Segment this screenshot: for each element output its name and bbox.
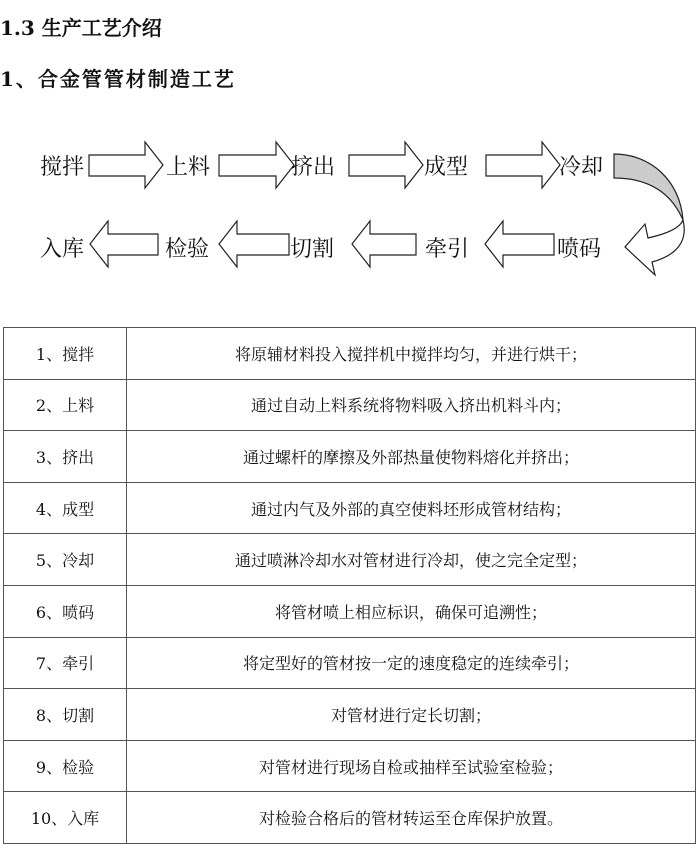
desc-cell: 对管材进行现场自检或抽样至试验室检验； (127, 740, 696, 792)
subsection-heading: 1、合金管管材制造工艺 (0, 67, 236, 91)
flow-step: 冷却 (559, 155, 604, 180)
step-cell: 1、搅拌 (4, 328, 127, 380)
arrow-left-icon (219, 221, 289, 267)
table-row (4, 482, 696, 534)
step-cell: 6、喷码 (4, 585, 127, 637)
flow-step: 搅拌 (40, 155, 85, 180)
flow-step: 牵引 (425, 237, 470, 262)
process-table (3, 327, 696, 844)
table-row (4, 585, 696, 637)
arrow-left-icon (352, 221, 416, 267)
arrow-left-icon (485, 221, 554, 267)
desc-cell: 将原辅材料投入搅拌机中搅拌均匀，并进行烘干； (127, 328, 696, 380)
table-row (4, 328, 696, 380)
table-row (4, 534, 696, 586)
section-heading: 1.3 生产工艺介绍 (0, 16, 162, 40)
flow-step: 喷码 (557, 237, 602, 262)
table-row (4, 740, 696, 792)
step-cell: 4、成型 (4, 482, 127, 534)
arrow-right-icon (349, 142, 423, 188)
flow-step: 检验 (165, 237, 210, 262)
desc-cell: 通过螺杆的摩擦及外部热量使物料熔化并挤出； (127, 431, 696, 483)
step-cell: 8、切割 (4, 689, 127, 741)
step-cell: 7、牵引 (4, 637, 127, 689)
step-cell: 10、入库 (4, 792, 127, 844)
process-flow-diagram (0, 120, 700, 300)
desc-cell: 将定型好的管材按一定的速度稳定的连续牵引； (127, 637, 696, 689)
arrow-right-icon (89, 142, 163, 188)
desc-cell: 对管材进行定长切割； (127, 689, 696, 741)
step-cell: 5、冷却 (4, 534, 127, 586)
table-row (4, 379, 696, 431)
desc-cell: 通过自动上料系统将物料吸入挤出机料斗内； (127, 379, 696, 431)
arrow-right-icon (219, 142, 294, 188)
table-row (4, 637, 696, 689)
table-row (4, 689, 696, 741)
step-cell: 3、挤出 (4, 431, 127, 483)
flow-step: 上料 (166, 155, 211, 180)
flow-step: 切割 (290, 237, 335, 262)
curved-arrow-icon (614, 154, 684, 275)
table-row (4, 431, 696, 483)
desc-cell: 通过内气及外部的真空使料坯形成管材结构； (127, 482, 696, 534)
arrow-right-icon (486, 142, 560, 188)
desc-cell: 将管材喷上相应标识，确保可追溯性； (127, 585, 696, 637)
flow-step: 入库 (40, 237, 85, 262)
flow-step: 挤出 (291, 155, 336, 180)
flow-step: 成型 (424, 155, 469, 180)
step-cell: 9、检验 (4, 740, 127, 792)
table-row (4, 792, 696, 844)
desc-cell: 通过喷淋冷却水对管材进行冷却，使之完全定型； (127, 534, 696, 586)
desc-cell: 对检验合格后的管材转运至仓库保护放置。 (127, 792, 696, 844)
arrow-left-icon (90, 221, 158, 267)
step-cell: 2、上料 (4, 379, 127, 431)
